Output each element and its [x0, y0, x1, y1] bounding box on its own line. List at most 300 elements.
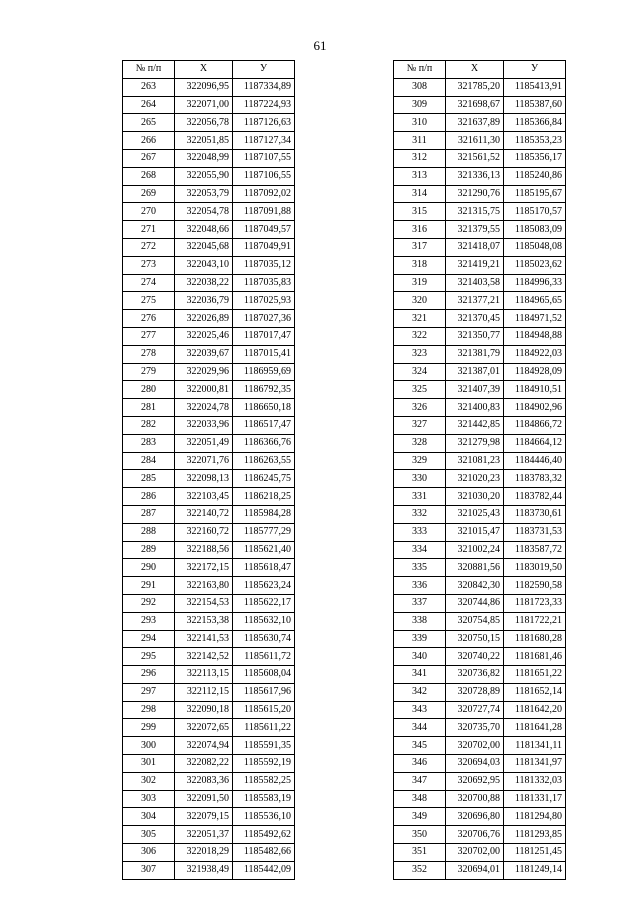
table-row: [123, 559, 295, 577]
cell-x: 322090,18: [175, 701, 233, 719]
cell-point-number: 307: [123, 861, 175, 879]
cell-x: 320842,30: [446, 577, 504, 595]
cell-y: 1185387,60: [504, 96, 566, 114]
cell-point-number: 313: [394, 167, 446, 185]
cell-x: 322082,22: [175, 755, 233, 773]
table-row: [394, 559, 566, 577]
table-row: [123, 470, 295, 488]
table-row: [394, 132, 566, 150]
cell-y: 1185621,40: [233, 541, 295, 559]
cell-x: 321442,85: [446, 416, 504, 434]
cell-y: 1187127,34: [233, 132, 295, 150]
table-row: [394, 488, 566, 506]
table-row: [394, 381, 566, 399]
table-row: [394, 238, 566, 256]
cell-point-number: 297: [123, 683, 175, 701]
cell-point-number: 303: [123, 790, 175, 808]
cell-point-number: 289: [123, 541, 175, 559]
cell-y: 1181251,45: [504, 844, 566, 862]
cell-x: 322024,78: [175, 399, 233, 417]
cell-point-number: 323: [394, 345, 446, 363]
cell-point-number: 316: [394, 221, 446, 239]
table-row: [123, 363, 295, 381]
cell-y: 1181331,17: [504, 790, 566, 808]
cell-y: 1185536,10: [233, 808, 295, 826]
cell-y: 1185442,09: [233, 861, 295, 879]
cell-x: 321407,39: [446, 381, 504, 399]
table-row: [123, 399, 295, 417]
cell-x: 322051,49: [175, 434, 233, 452]
table-row: [394, 683, 566, 701]
cell-y: 1184910,51: [504, 381, 566, 399]
cell-x: 322098,13: [175, 470, 233, 488]
table-row: [394, 790, 566, 808]
table-row: [394, 434, 566, 452]
cell-x: 320754,85: [446, 612, 504, 630]
cell-x: 322079,15: [175, 808, 233, 826]
table-row: [123, 434, 295, 452]
cell-x: 322051,37: [175, 826, 233, 844]
cell-point-number: 293: [123, 612, 175, 630]
cell-x: 321418,07: [446, 238, 504, 256]
cell-point-number: 333: [394, 523, 446, 541]
cell-y: 1187035,12: [233, 256, 295, 274]
cell-point-number: 339: [394, 630, 446, 648]
cell-y: 1187126,63: [233, 114, 295, 132]
table-row: [394, 630, 566, 648]
cell-y: 1181680,28: [504, 630, 566, 648]
table-row: [394, 523, 566, 541]
cell-y: 1183587,72: [504, 541, 566, 559]
cell-point-number: 341: [394, 666, 446, 684]
cell-point-number: 263: [123, 78, 175, 96]
cell-y: 1184948,88: [504, 327, 566, 345]
table-row: [394, 594, 566, 612]
cell-x: 320700,88: [446, 790, 504, 808]
cell-point-number: 290: [123, 559, 175, 577]
cell-x: 321020,23: [446, 470, 504, 488]
cell-y: 1185356,17: [504, 149, 566, 167]
cell-y: 1185622,17: [233, 594, 295, 612]
cell-point-number: 282: [123, 416, 175, 434]
cell-y: 1185618,47: [233, 559, 295, 577]
cell-x: 321698,67: [446, 96, 504, 114]
cell-x: 322045,68: [175, 238, 233, 256]
cell-point-number: 277: [123, 327, 175, 345]
cell-x: 322071,76: [175, 452, 233, 470]
cell-point-number: 312: [394, 149, 446, 167]
cell-point-number: 280: [123, 381, 175, 399]
cell-x: 321025,43: [446, 505, 504, 523]
cell-point-number: 301: [123, 755, 175, 773]
cell-x: 321336,13: [446, 167, 504, 185]
coordinates-table-left: [122, 60, 295, 880]
table-row: [123, 861, 295, 879]
table-row: [394, 310, 566, 328]
cell-y: 1181641,28: [504, 719, 566, 737]
cell-y: 1185608,04: [233, 666, 295, 684]
cell-point-number: 285: [123, 470, 175, 488]
table-row: [123, 505, 295, 523]
cell-y: 1185195,67: [504, 185, 566, 203]
table-row: [123, 96, 295, 114]
table-row: [394, 345, 566, 363]
cell-point-number: 294: [123, 630, 175, 648]
page-number: 61: [313, 38, 327, 53]
cell-y: 1184928,09: [504, 363, 566, 381]
table-row: [123, 577, 295, 595]
cell-y: 1185592,19: [233, 755, 295, 773]
cell-point-number: 332: [394, 505, 446, 523]
cell-y: 1181652,14: [504, 683, 566, 701]
cell-y: 1186366,76: [233, 434, 295, 452]
cell-point-number: 276: [123, 310, 175, 328]
cell-y: 1185611,22: [233, 719, 295, 737]
table-row: [123, 683, 295, 701]
cell-y: 1184971,52: [504, 310, 566, 328]
cell-point-number: 273: [123, 256, 175, 274]
cell-x: 322055,90: [175, 167, 233, 185]
cell-y: 1185482,66: [233, 844, 295, 862]
table-row: [123, 132, 295, 150]
cell-point-number: 292: [123, 594, 175, 612]
table-row: [123, 844, 295, 862]
table-row: [123, 256, 295, 274]
table-row: [394, 719, 566, 737]
table-row: [123, 381, 295, 399]
cell-point-number: 281: [123, 399, 175, 417]
cell-x: 322142,52: [175, 648, 233, 666]
cell-point-number: 269: [123, 185, 175, 203]
cell-y: 1185611,72: [233, 648, 295, 666]
cell-x: 320702,00: [446, 737, 504, 755]
cell-x: 321030,20: [446, 488, 504, 506]
table-header-row: [394, 61, 566, 79]
cell-x: 321290,76: [446, 185, 504, 203]
cell-x: 322154,53: [175, 594, 233, 612]
table-row: [394, 327, 566, 345]
cell-x: 321637,89: [446, 114, 504, 132]
cell-x: 320736,82: [446, 666, 504, 684]
cell-point-number: 338: [394, 612, 446, 630]
cell-point-number: 314: [394, 185, 446, 203]
cell-point-number: 265: [123, 114, 175, 132]
table-row: [394, 221, 566, 239]
cell-y: 1184996,33: [504, 274, 566, 292]
cell-x: 322039,67: [175, 345, 233, 363]
cell-point-number: 270: [123, 203, 175, 221]
cell-y: 1186263,55: [233, 452, 295, 470]
cell-y: 1185632,10: [233, 612, 295, 630]
table-row: [394, 96, 566, 114]
table-header-row: [123, 61, 295, 79]
cell-point-number: 325: [394, 381, 446, 399]
cell-x: 321315,75: [446, 203, 504, 221]
cell-x: 322018,29: [175, 844, 233, 862]
cell-y: 1181723,33: [504, 594, 566, 612]
cell-y: 1186218,25: [233, 488, 295, 506]
header-y: У: [233, 61, 295, 79]
table-row: [123, 772, 295, 790]
cell-x: 320702,00: [446, 844, 504, 862]
table-row: [394, 114, 566, 132]
cell-y: 1184664,12: [504, 434, 566, 452]
cell-x: 321381,79: [446, 345, 504, 363]
cell-y: 1185630,74: [233, 630, 295, 648]
table-row: [123, 612, 295, 630]
cell-point-number: 298: [123, 701, 175, 719]
cell-x: 322153,38: [175, 612, 233, 630]
table-row: [123, 292, 295, 310]
cell-y: 1185366,84: [504, 114, 566, 132]
cell-x: 322072,65: [175, 719, 233, 737]
cell-y: 1185048,08: [504, 238, 566, 256]
cell-point-number: 327: [394, 416, 446, 434]
cell-y: 1187049,57: [233, 221, 295, 239]
cell-x: 322056,78: [175, 114, 233, 132]
cell-x: 320881,56: [446, 559, 504, 577]
cell-point-number: 311: [394, 132, 446, 150]
cell-x: 322071,00: [175, 96, 233, 114]
table-row: [394, 149, 566, 167]
cell-x: 320744,86: [446, 594, 504, 612]
cell-x: 322074,94: [175, 737, 233, 755]
cell-point-number: 299: [123, 719, 175, 737]
cell-point-number: 284: [123, 452, 175, 470]
cell-point-number: 319: [394, 274, 446, 292]
cell-x: 322163,80: [175, 577, 233, 595]
cell-y: 1187092,02: [233, 185, 295, 203]
cell-y: 1183730,61: [504, 505, 566, 523]
cell-point-number: 275: [123, 292, 175, 310]
cell-x: 321279,98: [446, 434, 504, 452]
table-row: [394, 452, 566, 470]
cell-point-number: 317: [394, 238, 446, 256]
table-row: [123, 808, 295, 826]
cell-point-number: 345: [394, 737, 446, 755]
cell-y: 1184446,40: [504, 452, 566, 470]
table-row: [123, 345, 295, 363]
cell-x: 322048,99: [175, 149, 233, 167]
cell-y: 1185984,28: [233, 505, 295, 523]
table-row: [123, 274, 295, 292]
table-row: [394, 274, 566, 292]
cell-y: 1183782,44: [504, 488, 566, 506]
table-row: [123, 488, 295, 506]
cell-y: 1185777,29: [233, 523, 295, 541]
cell-point-number: 337: [394, 594, 446, 612]
cell-y: 1181294,80: [504, 808, 566, 826]
table-row: [123, 238, 295, 256]
table-row: [394, 808, 566, 826]
cell-point-number: 321: [394, 310, 446, 328]
cell-point-number: 348: [394, 790, 446, 808]
cell-y: 1187334,89: [233, 78, 295, 96]
table-row: [394, 185, 566, 203]
cell-y: 1187015,41: [233, 345, 295, 363]
table-row: [394, 256, 566, 274]
table-row: [123, 327, 295, 345]
table-row: [394, 844, 566, 862]
cell-x: 322141,53: [175, 630, 233, 648]
cell-y: 1186792,35: [233, 381, 295, 399]
cell-y: 1185170,57: [504, 203, 566, 221]
cell-point-number: 306: [123, 844, 175, 862]
cell-y: 1185583,19: [233, 790, 295, 808]
cell-x: 322029,96: [175, 363, 233, 381]
cell-y: 1181681,46: [504, 648, 566, 666]
cell-x: 322091,50: [175, 790, 233, 808]
cell-point-number: 343: [394, 701, 446, 719]
table-row: [394, 826, 566, 844]
cell-x: 321611,30: [446, 132, 504, 150]
cell-x: 321370,45: [446, 310, 504, 328]
cell-point-number: 283: [123, 434, 175, 452]
cell-point-number: 302: [123, 772, 175, 790]
cell-x: 322160,72: [175, 523, 233, 541]
cell-y: 1185353,23: [504, 132, 566, 150]
table-row: [394, 861, 566, 879]
cell-x: 320727,74: [446, 701, 504, 719]
cell-point-number: 300: [123, 737, 175, 755]
cell-x: 322140,72: [175, 505, 233, 523]
cell-x: 322113,15: [175, 666, 233, 684]
cell-x: 322112,15: [175, 683, 233, 701]
cell-y: 1181249,14: [504, 861, 566, 879]
table-row: [123, 185, 295, 203]
table-row: [394, 648, 566, 666]
table-row: [394, 772, 566, 790]
cell-x: 320706,76: [446, 826, 504, 844]
cell-y: 1181332,03: [504, 772, 566, 790]
cell-y: 1187035,83: [233, 274, 295, 292]
cell-point-number: 324: [394, 363, 446, 381]
cell-point-number: 320: [394, 292, 446, 310]
table-row: [123, 149, 295, 167]
cell-x: 322051,85: [175, 132, 233, 150]
cell-y: 1185023,62: [504, 256, 566, 274]
cell-x: 321561,52: [446, 149, 504, 167]
cell-y: 1186650,18: [233, 399, 295, 417]
cell-point-number: 296: [123, 666, 175, 684]
cell-x: 321377,21: [446, 292, 504, 310]
cell-point-number: 344: [394, 719, 446, 737]
cell-x: 322025,46: [175, 327, 233, 345]
cell-point-number: 340: [394, 648, 446, 666]
cell-y: 1184902,96: [504, 399, 566, 417]
table-row: [123, 310, 295, 328]
cell-x: 322043,10: [175, 256, 233, 274]
cell-y: 1184866,72: [504, 416, 566, 434]
cell-point-number: 268: [123, 167, 175, 185]
table-row: [394, 203, 566, 221]
table-row: [123, 221, 295, 239]
table-row: [394, 416, 566, 434]
table-row: [123, 755, 295, 773]
table-row: [123, 416, 295, 434]
cell-point-number: 309: [394, 96, 446, 114]
cell-y: 1187049,91: [233, 238, 295, 256]
cell-y: 1185615,20: [233, 701, 295, 719]
cell-point-number: 334: [394, 541, 446, 559]
cell-y: 1187107,55: [233, 149, 295, 167]
cell-x: 320696,80: [446, 808, 504, 826]
cell-x: 320692,95: [446, 772, 504, 790]
cell-y: 1187017,47: [233, 327, 295, 345]
cell-y: 1186245,75: [233, 470, 295, 488]
table-row: [123, 541, 295, 559]
cell-y: 1181341,11: [504, 737, 566, 755]
table-row: [394, 701, 566, 719]
header-x: Х: [175, 61, 233, 79]
cell-point-number: 278: [123, 345, 175, 363]
cell-x: 321419,21: [446, 256, 504, 274]
cell-point-number: 352: [394, 861, 446, 879]
cell-x: 322083,36: [175, 772, 233, 790]
cell-point-number: 291: [123, 577, 175, 595]
table-row: [123, 790, 295, 808]
cell-y: 1186517,47: [233, 416, 295, 434]
cell-point-number: 315: [394, 203, 446, 221]
header-x: Х: [446, 61, 504, 79]
cell-x: 321785,20: [446, 78, 504, 96]
cell-point-number: 328: [394, 434, 446, 452]
header-point-number: № п/п: [394, 61, 446, 79]
cell-x: 320728,89: [446, 683, 504, 701]
cell-x: 322026,89: [175, 310, 233, 328]
cell-point-number: 274: [123, 274, 175, 292]
table-row: [394, 541, 566, 559]
cell-y: 1185492,62: [233, 826, 295, 844]
cell-y: 1183019,50: [504, 559, 566, 577]
cell-x: 322054,78: [175, 203, 233, 221]
cell-x: 321350,77: [446, 327, 504, 345]
cell-point-number: 349: [394, 808, 446, 826]
cell-y: 1181293,85: [504, 826, 566, 844]
table-row: [123, 719, 295, 737]
cell-x: 321081,23: [446, 452, 504, 470]
cell-y: 1185083,09: [504, 221, 566, 239]
table-row: [123, 594, 295, 612]
cell-y: 1183783,32: [504, 470, 566, 488]
cell-x: 320694,01: [446, 861, 504, 879]
cell-x: 322036,79: [175, 292, 233, 310]
cell-point-number: 304: [123, 808, 175, 826]
table-row: [394, 666, 566, 684]
table-row: [123, 167, 295, 185]
cell-y: 1184965,65: [504, 292, 566, 310]
cell-x: 320750,15: [446, 630, 504, 648]
cell-x: 322000,81: [175, 381, 233, 399]
cell-x: 321403,58: [446, 274, 504, 292]
cell-x: 322053,79: [175, 185, 233, 203]
cell-point-number: 288: [123, 523, 175, 541]
cell-x: 322103,45: [175, 488, 233, 506]
cell-x: 322048,66: [175, 221, 233, 239]
cell-point-number: 326: [394, 399, 446, 417]
cell-x: 322096,95: [175, 78, 233, 96]
cell-point-number: 272: [123, 238, 175, 256]
cell-y: 1184922,03: [504, 345, 566, 363]
cell-y: 1187027,36: [233, 310, 295, 328]
cell-x: 321387,01: [446, 363, 504, 381]
cell-x: 321400,83: [446, 399, 504, 417]
cell-point-number: 335: [394, 559, 446, 577]
cell-y: 1187106,55: [233, 167, 295, 185]
cell-y: 1185591,35: [233, 737, 295, 755]
cell-point-number: 287: [123, 505, 175, 523]
table-row: [123, 452, 295, 470]
